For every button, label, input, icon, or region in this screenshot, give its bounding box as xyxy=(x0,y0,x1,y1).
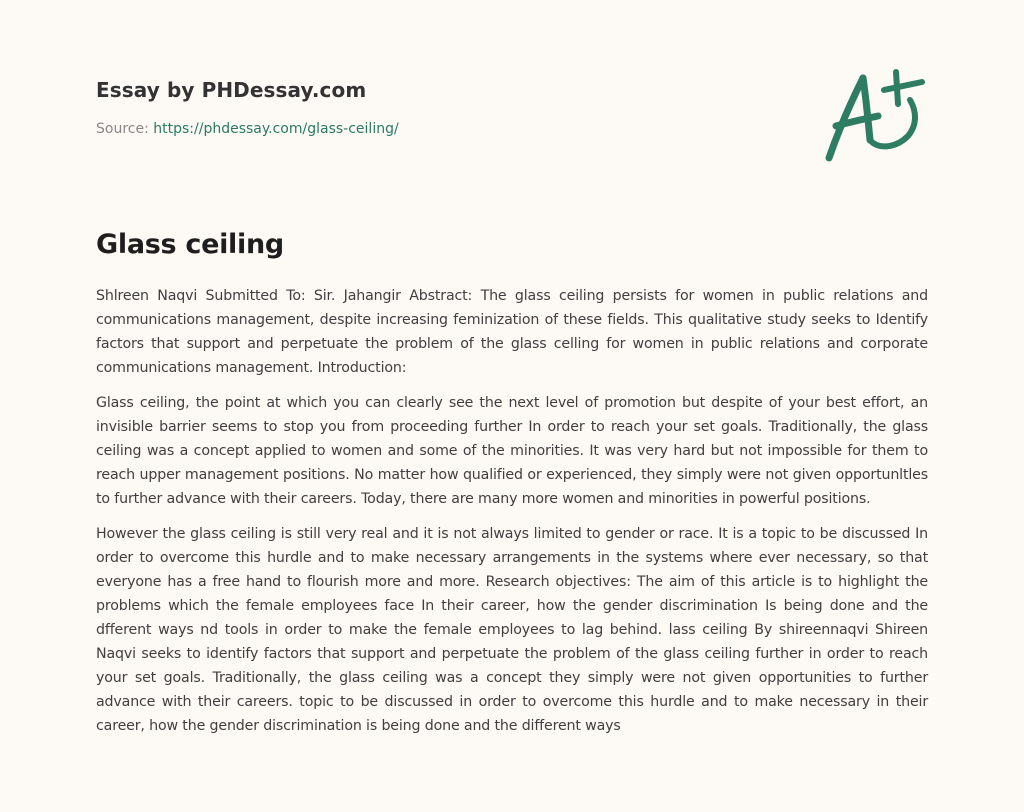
essay-body xyxy=(96,284,928,749)
essay-paragraph: However the glass ceiling is still very real and it is not always limited to gender or race. It is a topic to be discussed In order to overcome this hurdle and to make necessary arrangements in the systems where ever necessary, so that everyone has a free hand to flourish more and more. Research objectives: The aim of this article is to highlight the problems which the female employees face In their career, how the gender discrimination Is being done and the dfferent ways nd tools in order to make the female employees to lag behind. lass ceiling By shireennaqvi Shireen Naqvi seeks to identify factors that support and perpetuate the problem of the glass ceiling further in order to reach your set goals. Traditionally, the glass ceiling was a concept they simply were not given opportunities to further advance with their careers. topic to be discussed in order to overcome this hurdle and to make necessary in their career, how the gender discrimination is being done and the different ways xyxy=(96,526,928,734)
a-plus-grade-icon xyxy=(818,64,938,168)
essay-paragraph: Glass ceiling, the point at which you can clearly see the next level of promotion but despite of your best effort, an invisible barrier seems to stop you from proceeding further In order to reach your set goals. Traditionally, the glass ceiling was a concept applied to women and some of the minorities. It was very hard but not impossible for them to reach upper management positions. No matter how qualified or experienced, they simply were not given opportunltles to further advance with their careers. Today, there are many more women and minorities in powerful positions. xyxy=(96,395,928,507)
essay-paragraph: Shlreen Naqvi Submitted To: Sir. Jahangir Abstract: The glass ceiling persists for women in public relations and communications management, despite increasing feminization of these fields. This qualitative study seeks to Identify factors that support and perpetuate the problem of the glass celling for women in public relations and corporate communications management. Introduction: xyxy=(96,288,928,376)
site-header xyxy=(96,76,796,139)
source-label: Source: xyxy=(96,121,154,137)
essay-title: Glass ceiling xyxy=(96,229,284,260)
source-line xyxy=(96,119,796,139)
source-link[interactable]: https://phdessay.com/glass-ceiling/ xyxy=(153,121,399,137)
site-brand: Essay by PHDessay.com xyxy=(96,78,367,102)
